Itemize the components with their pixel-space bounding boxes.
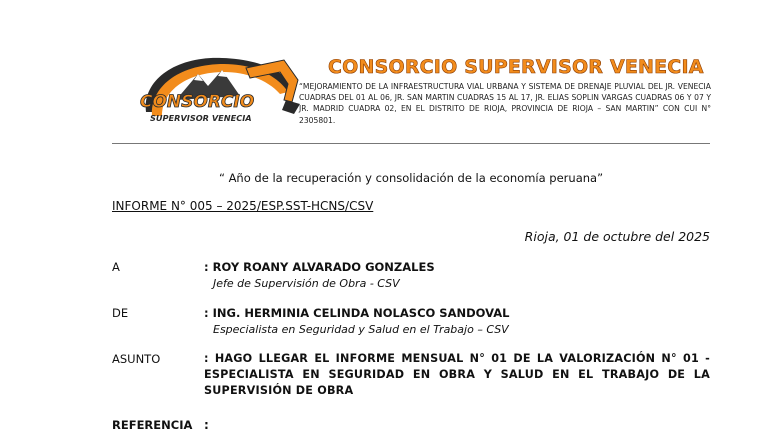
subject-label: ASUNTO [112,352,161,366]
company-name: CONSORCIO SUPERVISOR VENECIA [328,56,704,78]
logo-text-main: CONSORCIO [140,92,255,112]
reference-label: REFERENCIA [112,418,193,432]
from-name: : ING. HERMINIA CELINDA NOLASCO SANDOVAL [204,306,510,320]
logo-text-sub: SUPERVISOR VENECIA [150,113,252,123]
header-divider [112,143,710,144]
to-label: A [112,260,120,274]
project-description: “MEJORAMIENTO DE LA INFRAESTRUCTURA VIAL URBANA Y SISTEMA DE DRENAJE PLUVIAL DEL JR. VENECIA CUADRAS DEL 01 AL 06, JR. SAN MARTIN CUADRAS 15 AL 17, JR. ELIAS SOPLIN VARGAS CUADRAS 06 Y 07 Y JR. MADRID CUADRA 02, EN EL DISTRITO DE RIOJA, PROVINCIA DE RIOJA – SAN MARTIN” CON CUI N° 2305801. [299,82,711,125]
year-motto: “ Año de la recuperación y consolidación de la economía peruana” [218,171,604,185]
consorcio-logo [136,50,302,134]
from-label: DE [112,306,129,320]
reference-colon: : [204,418,209,432]
to-role: Jefe de Supervisión de Obra - CSV [213,277,400,290]
to-name: : ROY ROANY ALVARADO GONZALES [204,260,435,274]
place-date: Rioja, 01 de octubre del 2025 [524,229,710,244]
from-role: Especialista en Seguridad y Salud en el Trabajo – CSV [213,323,509,336]
subject-text: : HAGO LLEGAR EL INFORME MENSUAL N° 01 DE LA VALORIZACIÓN N° 01 - ESPECIALISTA EN SEGURIDAD EN OBRA Y SALUD EN EL TRABAJO DE LA SUPERVISIÓN DE OBRA [204,352,710,397]
report-code: INFORME N° 005 – 2025/ESP.SST-HCNS/CSV [112,199,374,213]
